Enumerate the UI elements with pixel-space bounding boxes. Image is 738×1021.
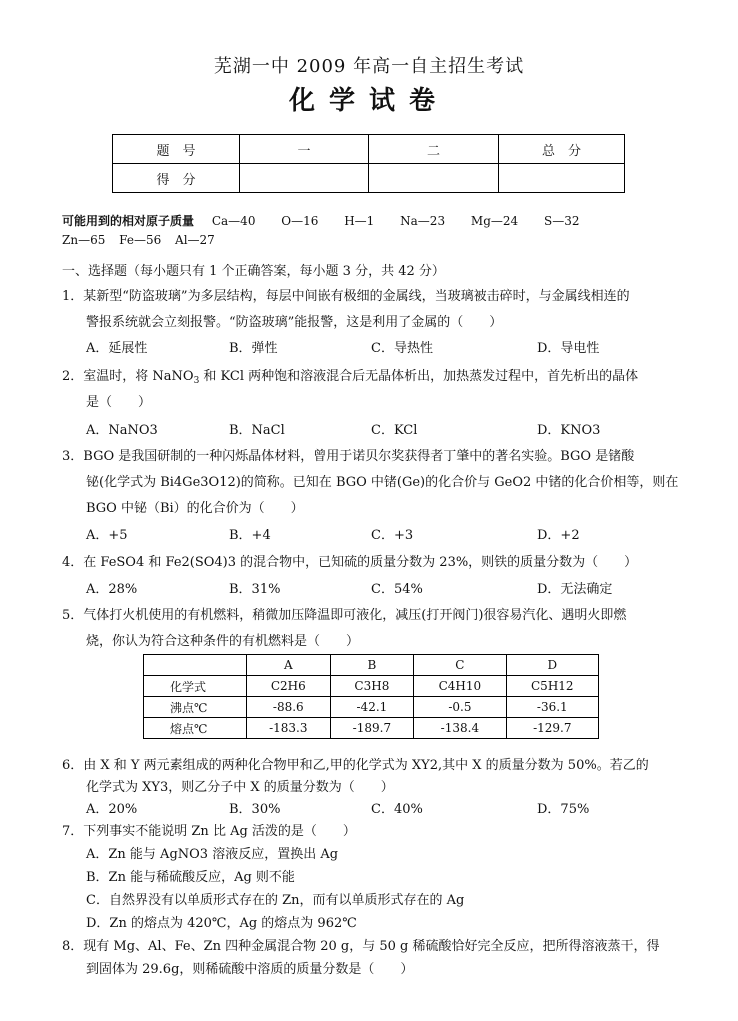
- atomic-mass-item: Al—27: [175, 233, 215, 247]
- atomic-mass-item: Ca—40: [211, 214, 256, 228]
- q6-option-d: D．75%: [537, 802, 590, 817]
- q2-text-a: 2．室温时，将 NaNO: [62, 369, 194, 384]
- q4-option-b: B．31%: [229, 582, 281, 597]
- fuel-formula-label: 化学式: [144, 676, 247, 697]
- question-2-line1: [62, 367, 638, 387]
- fuel-boil-label: 沸点℃: [144, 697, 247, 718]
- score-cell-score-label: 得 分: [113, 164, 240, 193]
- atomic-mass-item: O—16: [281, 214, 319, 228]
- q2-option-a: A．NaNO3: [86, 423, 158, 438]
- question-8-line1: 8．现有 Mg、Al、Fe、Zn 四种金属混合物 20 g，与 50 g 稀硫酸恰好完全反应，把所得溶液蒸干，得: [62, 939, 660, 954]
- score-cell-label: 题 号: [113, 135, 240, 164]
- fuel-formula-row: [144, 676, 599, 697]
- atomic-mass-item: S—32: [544, 214, 580, 228]
- question-2-line2: 是（ ）: [86, 395, 152, 410]
- q3-option-d: D．+2: [537, 528, 580, 543]
- q2-text-b: 和 KCl 两种饱和溶液混合后无晶体析出，加热蒸发过程中，首先析出的晶体: [199, 369, 639, 384]
- score-blank: [240, 164, 369, 193]
- question-1-line1: 1．某新型“防盗玻璃”为多层结构，每层中间嵌有极细的金属线，当玻璃被击碎时，与金属线相连的: [62, 289, 630, 304]
- question-6-line2: 化学式为 XY3，则乙分子中 X 的质量分数为（ ）: [86, 780, 394, 795]
- fuel-header-b: B: [330, 655, 414, 676]
- q2-option-c: C．KCl: [371, 423, 418, 438]
- fuel-header-a: A: [247, 655, 331, 676]
- exam-title: 芜湖一中 2009 年高一自主招生考试: [213, 56, 525, 77]
- score-table: [112, 134, 625, 193]
- fuel-melt-label: 熔点℃: [144, 718, 247, 739]
- q7-option-d: D．Zn 的熔点为 420℃，Ag 的熔点为 962℃: [86, 916, 357, 931]
- fuel-table-header: [144, 655, 599, 676]
- question-5-line2: 烧，你认为符合这种条件的有机燃料是（ ）: [86, 634, 360, 649]
- question-3-line1: 3．BGO 是我国研制的一种闪烁晶体材料，曾用于诺贝尔奖获得者丁肇中的著名实验。BGO 是锗酸: [62, 449, 635, 464]
- q7-option-c: C．自然界没有以单质形式存在的 Zn，而有以单质形式存在的 Ag: [86, 893, 465, 908]
- fuel-formula-d: C5H12: [506, 676, 598, 697]
- fuel-boil-c: -0.5: [414, 697, 506, 718]
- q7-option-b: B．Zn 能与稀硫酸反应，Ag 则不能: [86, 870, 295, 885]
- question-5-line1: 5．气体打火机使用的有机燃料，稍微加压降温即可液化，减压(打开阀门)很容易汽化、遇明火即燃: [62, 608, 627, 623]
- q1-option-c: C．导热性: [371, 341, 433, 356]
- q4-option-d: D．无法确定: [537, 582, 613, 597]
- q3-option-a: A．+5: [86, 528, 128, 543]
- question-6-line1: 6．由 X 和 Y 两元素组成的两种化合物甲和乙,甲的化学式为 XY2,其中 X 的质量分数为 50%。若乙的: [62, 758, 649, 773]
- question-1-line2: 警报系统就会立刻报警。“防盗玻璃”能报警，这是利用了金属的（ ）: [86, 315, 503, 330]
- atomic-masses-label: 可能用到的相对原子质量: [62, 214, 195, 228]
- q6-option-b: B．30%: [229, 802, 281, 817]
- fuel-header-d: D: [506, 655, 598, 676]
- fuel-melt-c: -138.4: [414, 718, 506, 739]
- fuel-melt-b: -189.7: [330, 718, 414, 739]
- atomic-mass-item: Na—23: [400, 214, 446, 228]
- q2-option-b: B．NaCl: [229, 423, 285, 438]
- score-cell-part2: 二: [369, 135, 499, 164]
- fuel-header-blank: [144, 655, 247, 676]
- q6-option-c: C．40%: [371, 802, 423, 817]
- q2-subscript: 3: [193, 376, 200, 386]
- question-8-line2: 到固体为 29.6g，则稀硫酸中溶质的质量分数是（ ）: [86, 962, 414, 977]
- q1-option-a: A．延展性: [86, 341, 148, 356]
- q4-option-c: C．54%: [371, 582, 423, 597]
- question-7-line1: 7．下列事实不能说明 Zn 比 Ag 活泼的是（ ）: [62, 824, 356, 839]
- atomic-mass-item: Mg—24: [470, 214, 519, 228]
- q3-option-b: B．+4: [229, 528, 271, 543]
- fuel-melt-row: [144, 718, 599, 739]
- fuel-melt-d: -129.7: [506, 718, 598, 739]
- score-blank: [369, 164, 499, 193]
- fuel-boil-d: -36.1: [506, 697, 598, 718]
- question-3-line2: 铋(化学式为 Bi4Ge3O12)的简称。已知在 BGO 中锗(Ge)的化合价与 GeO2 中锗的化合价相等，则在: [86, 475, 679, 490]
- score-cell-total: 总 分: [499, 135, 625, 164]
- exam-subtitle: 化学试卷: [288, 86, 449, 116]
- q3-option-c: C．+3: [371, 528, 414, 543]
- atomic-masses-line2: [62, 230, 237, 250]
- fuel-table: [143, 654, 599, 739]
- q1-option-d: D．导电性: [537, 341, 600, 356]
- fuel-formula-c: C4H10: [414, 676, 506, 697]
- score-table-score-row: [113, 164, 625, 193]
- atomic-mass-item: Zn—65: [62, 233, 106, 247]
- q6-option-a: A．20%: [86, 802, 138, 817]
- question-3-line3: BGO 中铋（Bi）的化合价为（ ）: [86, 501, 304, 516]
- q4-option-a: A．28%: [86, 582, 138, 597]
- question-4-line1: 4．在 FeSO4 和 Fe2(SO4)3 的混合物中，已知硫的质量分数为 23%，则铁的质量分数为（ ）: [62, 555, 638, 570]
- fuel-boil-row: [144, 697, 599, 718]
- fuel-header-c: C: [414, 655, 506, 676]
- q7-option-a: A．Zn 能与 AgNO3 溶液反应，置换出 Ag: [86, 847, 339, 862]
- score-cell-part1: 一: [240, 135, 369, 164]
- fuel-boil-b: -42.1: [330, 697, 414, 718]
- q2-option-d: D．KNO3: [537, 423, 601, 438]
- fuel-melt-a: -183.3: [247, 718, 331, 739]
- atomic-mass-item: H—1: [344, 214, 375, 228]
- fuel-formula-a: C2H6: [247, 676, 331, 697]
- fuel-formula-b: C3H8: [330, 676, 414, 697]
- fuel-boil-a: -88.6: [247, 697, 331, 718]
- atomic-masses-line1: [62, 211, 602, 231]
- q1-option-b: B．弹性: [229, 341, 278, 356]
- section-heading: 一、选择题（每小题只有 1 个正确答案，每小题 3 分，共 42 分）: [62, 264, 445, 279]
- atomic-mass-item: Fe—56: [119, 233, 162, 247]
- score-table-header-row: [113, 135, 625, 164]
- score-blank: [499, 164, 625, 193]
